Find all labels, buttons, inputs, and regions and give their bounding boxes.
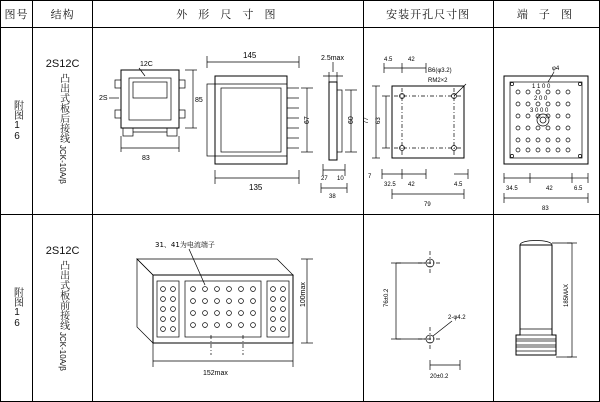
svg-text:60: 60 — [348, 116, 356, 124]
svg-text:2.5max: 2.5max — [321, 55, 345, 62]
row2-terminal-drawing — [493, 215, 599, 402]
row1-model: 2S12C — [45, 58, 80, 71]
row1-structure-code: JCK-10A/β — [58, 145, 68, 184]
svg-text:2-φ4.2: 2-φ4.2 — [447, 315, 466, 321]
table-header-row — [1, 1, 600, 28]
svg-text:67: 67 — [304, 116, 312, 124]
row1-outline-canvas — [93, 28, 362, 214]
row1-outline-drawing — [93, 28, 363, 215]
row1-structure-desc: 凸出式板后接线 — [57, 73, 69, 144]
svg-text:φ4: φ4 — [551, 66, 560, 72]
header-structure: 结构 — [33, 1, 93, 28]
row2-structure — [33, 215, 93, 402]
svg-text:2 0 0: 2 0 0 — [533, 96, 548, 102]
row2-mounting-drawing — [363, 215, 493, 402]
svg-text:B6(φ3.2): B6(φ3.2) — [427, 68, 452, 74]
svg-text:6.5: 6.5 — [573, 186, 583, 192]
row2-figure-number — [1, 215, 33, 402]
row2-figure-label: 附图16 — [11, 287, 23, 329]
svg-text:100max: 100max — [300, 282, 308, 307]
svg-text:3 0 0 0: 3 0 0 0 — [529, 108, 549, 114]
svg-text:4.5: 4.5 — [453, 182, 462, 188]
svg-text:83: 83 — [142, 155, 150, 162]
row1-terminal-canvas — [494, 28, 599, 214]
svg-text:77: 77 — [363, 117, 370, 124]
svg-text:7: 7 — [367, 174, 371, 180]
row2-outline-canvas — [93, 215, 362, 401]
header-outline-dimensions: 外 形 尺 寸 图 — [93, 1, 363, 28]
row1-terminal-drawing — [493, 28, 599, 215]
svg-text:185MAX: 185MAX — [563, 283, 570, 307]
svg-text:38: 38 — [329, 194, 336, 200]
row1-figure-number — [1, 28, 33, 215]
svg-text:135: 135 — [249, 183, 263, 192]
svg-text:RM2×2: RM2×2 — [427, 78, 448, 84]
svg-text:42: 42 — [407, 182, 415, 188]
row2-outline-drawing — [93, 215, 363, 402]
svg-text:10: 10 — [337, 176, 344, 182]
header-mounting-hole-dimensions: 安装开孔尺寸图 — [363, 1, 493, 28]
svg-text:20±0.2: 20±0.2 — [429, 374, 448, 380]
svg-text:31、41为电流端子: 31、41为电流端子 — [155, 241, 215, 249]
svg-text:32.5: 32.5 — [383, 182, 396, 188]
svg-text:152max: 152max — [203, 370, 229, 377]
row2-structure-desc: 凸出式板前接线 — [57, 260, 69, 331]
row2-figure-label-wrap — [1, 215, 32, 401]
svg-text:42: 42 — [407, 57, 415, 63]
row1-structure — [33, 28, 93, 215]
svg-text:85: 85 — [195, 97, 203, 104]
svg-text:12C: 12C — [140, 61, 153, 68]
svg-text:2S: 2S — [99, 95, 108, 102]
row1-mounting-drawing — [363, 28, 493, 215]
svg-text:34.5: 34.5 — [505, 186, 518, 192]
header-figure-number: 图号 — [1, 1, 33, 28]
svg-text:1 1 0 0: 1 1 0 0 — [531, 84, 551, 90]
svg-text:63: 63 — [375, 117, 382, 124]
svg-text:76±0.2: 76±0.2 — [383, 288, 390, 307]
table-row — [1, 28, 600, 215]
svg-text:4.5: 4.5 — [383, 57, 392, 63]
row2-mounting-canvas — [364, 215, 493, 401]
row2-terminal-canvas — [494, 215, 599, 401]
row1-figure-label-wrap — [1, 28, 32, 214]
svg-text:42: 42 — [545, 186, 553, 192]
svg-text:79: 79 — [423, 202, 431, 208]
row2-model: 2S12C — [45, 245, 80, 258]
header-terminal-diagram: 端 子 图 — [493, 1, 599, 28]
svg-text:27: 27 — [321, 176, 328, 182]
row1-mounting-canvas — [364, 28, 493, 214]
svg-text:83: 83 — [541, 206, 549, 212]
row1-figure-label: 附图16 — [11, 100, 23, 142]
svg-text:145: 145 — [243, 51, 257, 60]
table-row — [1, 215, 600, 402]
row2-structure-code: JCK-10A/β — [58, 332, 68, 371]
